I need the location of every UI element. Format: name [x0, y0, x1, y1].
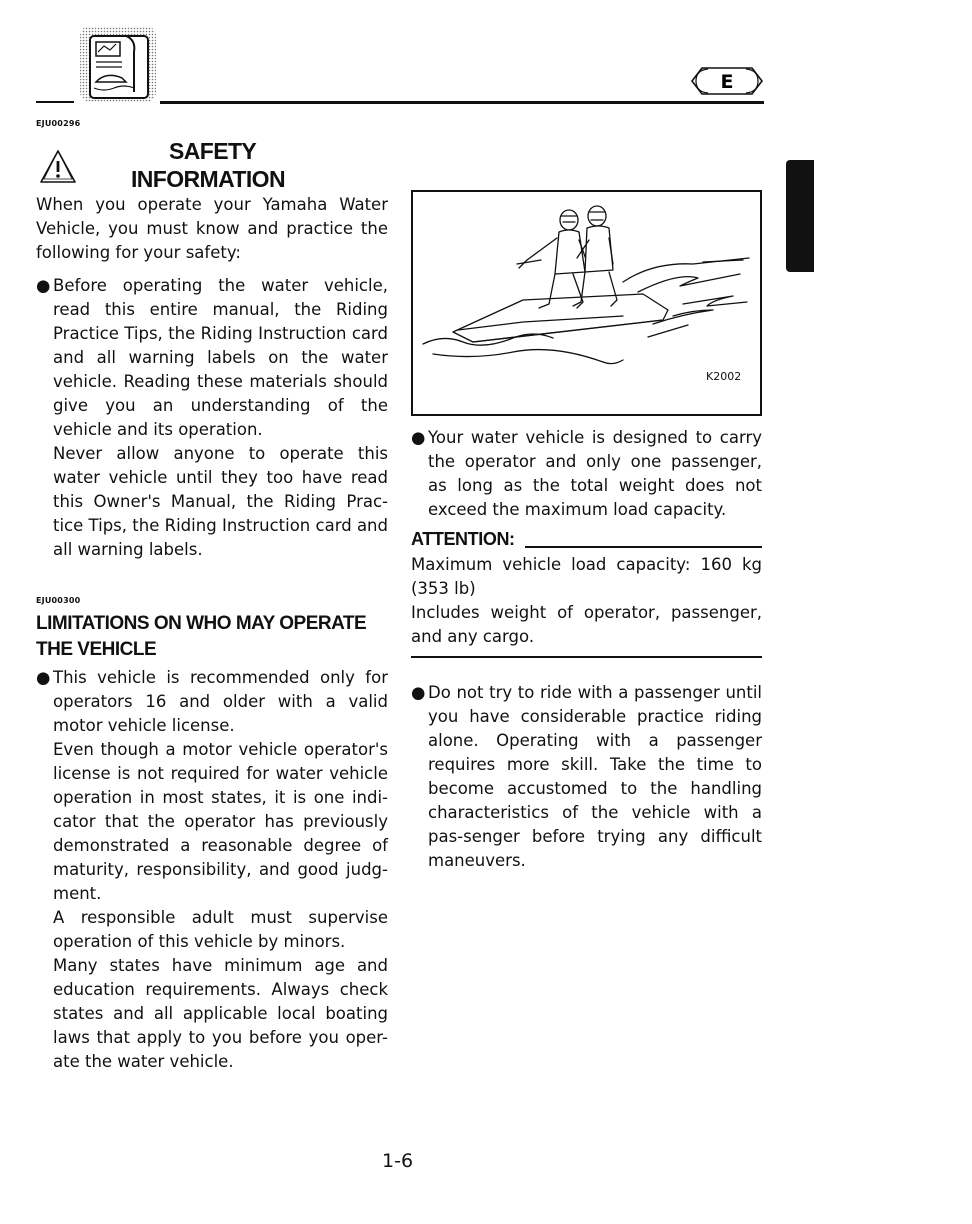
limitations-bullet-list — [36, 666, 388, 1074]
language-badge-label: E — [720, 71, 734, 93]
bullet-icon: ● — [411, 683, 426, 702]
warning-triangle-icon — [38, 148, 78, 186]
attention-line: Includes weight of operator, passenger, and any cargo. — [411, 603, 762, 646]
bullet-icon: ● — [36, 276, 51, 295]
jetski-illustration-figure — [411, 190, 762, 416]
list-item — [411, 681, 762, 873]
list-item — [36, 666, 388, 1074]
attention-heading — [411, 529, 762, 555]
bullet-icon: ● — [36, 668, 51, 687]
passenger-bullet — [411, 426, 762, 522]
section-code: EJU00296 — [36, 119, 81, 128]
chapter-side-tab — [786, 160, 814, 272]
list-item — [411, 426, 762, 522]
bullet-paragraph: Never allow anyone to operate this water vehicle until they too have read this Owner's Manual, the Riding Prac-tice Tips, the Riding Instruction card and all warning labels. — [53, 444, 388, 559]
section-code: EJU00300 — [36, 596, 81, 605]
attention-body — [411, 553, 762, 649]
list-item — [36, 274, 388, 562]
owners-manual-jetski-icon — [76, 24, 160, 104]
bullet-paragraph: Many states have minimum age and education requirements. Always check states and all applicable local boating laws that apply to you before you oper-ate the water vehicle. — [53, 956, 388, 1071]
section-title-line1: SAFETY — [169, 138, 257, 164]
bullet-paragraph: Even though a motor vehicle operator's license is not required for water vehicle operation in most states, it is one indi-cator that the operator has previously demonstrated a reasonable degree of maturity, responsibility, and good judg-ment. — [53, 740, 388, 903]
header-rule-left — [36, 101, 74, 103]
bullet-icon: ● — [411, 428, 426, 447]
practice-bullet — [411, 681, 762, 873]
page-number: 1-6 — [382, 1150, 414, 1172]
figure-code: K2002 — [706, 370, 742, 383]
header-rule-right — [160, 101, 764, 104]
attention-rule — [525, 546, 762, 548]
bullet-paragraph: Before operating the water vehicle, read this entire manual, the Riding Practice Tips, the Riding Instruction card and all warning labels on the water vehicle. Reading these materials should give you an understanding of the vehicle and its operation. — [53, 276, 388, 439]
attention-label: ATTENTION: — [411, 529, 515, 549]
bullet-paragraph: Do not try to ride with a passenger until you have considerable practice riding alone. Operating with a passenger requires more skill. Take the time to become accustomed to the handling characteristics of the vehicle with a pas-senger before trying any difficult maneuvers. — [428, 683, 762, 870]
section-heading: LIMITATIONS ON WHO MAY OPERATE THE VEHICLE — [36, 613, 367, 660]
safety-bullet-list — [36, 274, 388, 562]
bullet-paragraph: This vehicle is recommended only for operators 16 and older with a valid motor vehicle license. — [53, 668, 388, 735]
section-title-line2: INFORMATION — [131, 166, 285, 192]
language-badge — [690, 66, 764, 96]
bullet-paragraph: Your water vehicle is designed to carry the operator and only one passenger, as long as the total weight does not exceed the maximum load capacity. — [428, 428, 762, 519]
attention-bottom-rule — [411, 656, 762, 658]
intro-paragraph: When you operate your Yamaha Water Vehicle, you must know and practice the following for your safety: — [36, 195, 388, 262]
bullet-paragraph: A responsible adult must supervise operation of this vehicle by minors. — [53, 908, 388, 951]
attention-line: Maximum vehicle load capacity: 160 kg (353 lb) — [411, 555, 762, 598]
